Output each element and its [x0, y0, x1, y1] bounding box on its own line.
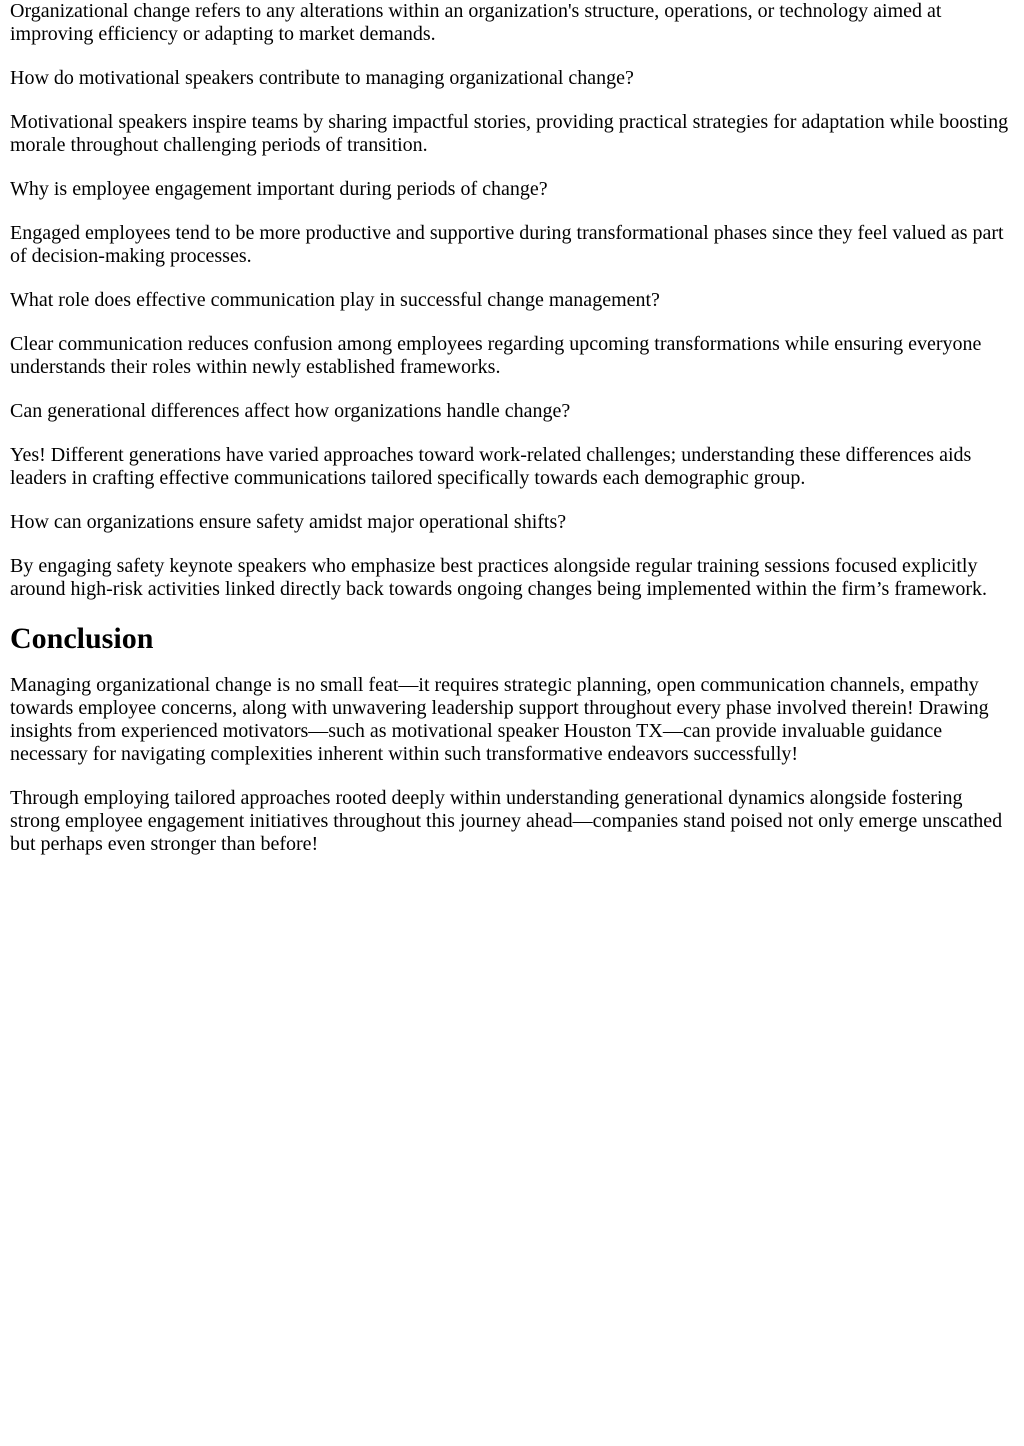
faq-answer-generational: Yes! Different generations have varied approaches toward work-related challenges; understanding these differences aids leaders in crafting effective communications tailored specifically towards each demographic group.	[10, 444, 972, 489]
faq-answer-communication: Clear communication reduces confusion among employees regarding upcoming transformations while ensuring everyone understands their roles within newly established frameworks.	[10, 333, 982, 378]
faq-question-motivational-speakers: How do motivational speakers contribute to managing organizational change?	[10, 67, 634, 89]
faq-question-generational: Can generational differences affect how organizations handle change?	[10, 400, 571, 422]
faq-question-employee-engagement: Why is employee engagement important during periods of change?	[10, 178, 548, 200]
faq-question-safety: How can organizations ensure safety amidst major operational shifts?	[10, 511, 567, 533]
conclusion-paragraph: Through employing tailored approaches rooted deeply within understanding generational dynamics alongside fostering strong employee engagement initiatives throughout this journey ahead—companies stand poised not only emerge unscathed but perhaps even stronger than before!	[10, 787, 1003, 855]
faq-question-communication: What role does effective communication play in successful change management?	[10, 289, 660, 311]
paragraph-definition: Organizational change refers to any alterations within an organization's structure, operations, or technology aimed at improving efficiency or adapting to market demands.	[10, 0, 942, 45]
faq-answer-employee-engagement: Engaged employees tend to be more productive and supportive during transformational phases since they feel valued as part of decision-making processes.	[10, 222, 1004, 267]
conclusion-heading: Conclusion	[10, 622, 154, 655]
faq-answer-motivational-speakers: Motivational speakers inspire teams by sharing impactful stories, providing practical strategies for adaptation while boosting morale throughout challenging periods of transition.	[10, 111, 1009, 156]
conclusion-paragraph: Managing organizational change is no small feat—it requires strategic planning, open communication channels, empathy towards employee concerns, along with unwavering leadership support throughout every phase involved therein! Drawing insights from experienced motivators—such as motivational speaker Houston TX—can provide invaluable guidance necessary for navigating complexities inherent within such transformative endeavors successfully!	[10, 674, 989, 765]
faq-answer-safety: By engaging safety keynote speakers who emphasize best practices alongside regular training sessions focused explicitly around high-risk activities linked directly back towards ongoing changes being implemented within the firm’s framework.	[10, 555, 987, 600]
